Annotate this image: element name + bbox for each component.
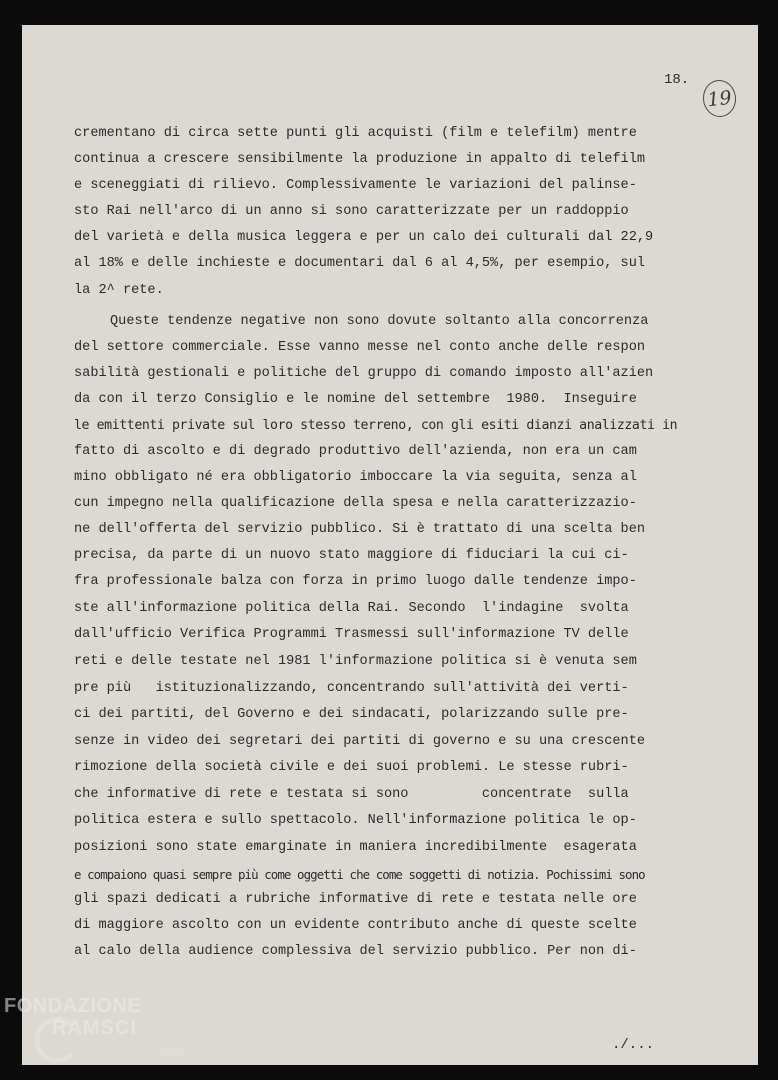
continuation-mark: ./...	[612, 1037, 655, 1053]
text-line: del settore commerciale. Esse vanno messe nel conto anche delle respon	[74, 340, 646, 355]
text-line: continua a crescere sensibilmente la produzione in appalto di telefilm	[74, 152, 646, 167]
watermark-line2: RAMSCI	[52, 1017, 137, 1039]
text-line: crementano di circa sette punti gli acquisti (film e telefilm) mentre	[74, 126, 637, 141]
text-line: e compaiono quasi sempre più come oggetti che come soggetti di notizia. Pochissimi sono	[74, 867, 645, 882]
text-line: al calo della audience complessiva del servizio pubblico. Per non di-	[74, 944, 637, 959]
text-line: posizioni sono state emarginate in maniera incredibilmente esagerata	[74, 840, 637, 855]
text-line: sabilità gestionali e politiche del gruppo di comando imposto all'azien	[74, 366, 654, 381]
text-line: rimozione della società civile e dei suoi problemi. Le stesse rubri-	[74, 760, 629, 775]
text-line: reti e delle testate nel 1981 l'informazione politica si è venuta sem	[74, 654, 637, 669]
text-line: di maggiore ascolto con un evidente contributo anche di queste scelte	[74, 918, 637, 933]
text-line: la 2^ rete.	[74, 283, 164, 298]
watermark-onlus: onlus	[162, 1047, 186, 1058]
text-line: fatto di ascolto e di degrado produttivo dell'azienda, non era un cam	[74, 444, 637, 459]
text-line: le emittenti private sul loro stesso terreno, con gli esiti dianzi analizzati in	[74, 418, 678, 433]
text-line: sto Rai nell'arco di un anno si sono caratterizzate per un raddoppio	[74, 204, 629, 219]
document-page	[22, 25, 758, 1065]
text-line: gli spazi dedicati a rubriche informative di rete e testata nelle ore	[74, 892, 637, 907]
text-line: dall'ufficio Verifica Programmi Trasmessi sull'informazione TV delle	[74, 627, 629, 642]
text-line: fra professionale balza con forza in primo luogo dalle tendenze impo-	[74, 574, 637, 589]
text-line: Queste tendenze negative non sono dovute soltanto alla concorrenza	[110, 314, 649, 329]
text-line: ne dell'offerta del servizio pubblico. Si è trattato di una scelta ben	[74, 522, 646, 537]
text-line: ste all'informazione politica della Rai. Secondo l'indagine svolta	[74, 601, 629, 616]
text-line: precisa, da parte di un nuovo stato maggiore di fiduciari la cui ci-	[74, 548, 629, 563]
watermark-line1: FONDAZIONE	[4, 995, 142, 1017]
fondazione-gramsci-watermark	[4, 995, 194, 1075]
text-line: del varietà e della musica leggera e per un calo dei culturali dal 22,9	[74, 230, 654, 245]
text-line: senze in video dei segretari dei partiti di governo e su una crescente	[74, 734, 646, 749]
text-line: da con il terzo Consiglio e le nomine del settembre 1980. Inseguire	[74, 392, 637, 407]
handwritten-page-number	[701, 78, 738, 118]
handwritten-page-number-text: 19	[706, 86, 733, 111]
text-line: pre più istituzionalizzando, concentrando sull'attività dei verti-	[74, 681, 629, 696]
text-line: mino obbligato né era obbligatorio imboccare la via seguita, senza al	[74, 470, 637, 485]
text-line: cun impegno nella qualificazione della spesa e nella caratterizzazio-	[74, 496, 637, 511]
text-line: politica estera e sullo spettacolo. Nell'informazione politica le op-	[74, 813, 637, 828]
text-line: e sceneggiati di rilievo. Complessivamente le variazioni del palinse-	[74, 178, 637, 193]
text-line: che informative di rete e testata si sono concentrate sulla	[74, 787, 629, 802]
text-line: al 18% e delle inchieste e documentari dal 6 al 4,5%, per esempio, sul	[74, 256, 646, 271]
page-number: 18.	[664, 72, 690, 88]
text-line: ci dei partiti, del Governo e dei sindacati, polarizzando sulle pre-	[74, 707, 629, 722]
